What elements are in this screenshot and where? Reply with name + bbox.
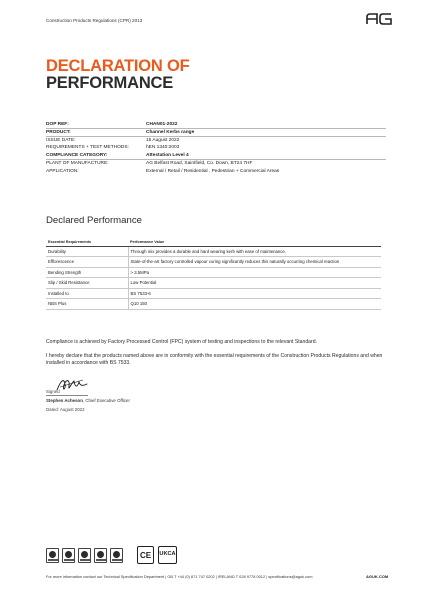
table-row <box>46 299 381 310</box>
table-row <box>46 267 381 278</box>
info-key: COMPLIANCE CATEGORY: <box>46 153 108 159</box>
info-row-issue-date <box>46 137 386 145</box>
signatory-person: Stephen Acheson <box>46 398 83 403</box>
info-value: hEN 1340:2003 <box>146 145 180 151</box>
table-header-row <box>46 238 381 246</box>
column-header-requirements: Essential Requirements <box>46 238 128 246</box>
requirement-cell: Efflorescence <box>46 257 128 268</box>
requirement-cell: Slip / Skid Resistance <box>46 278 128 289</box>
info-value: AG Belfast Road, Saintfield, Co. Down, BT24 7HF <box>146 160 253 166</box>
certification-badges <box>46 548 123 564</box>
requirement-cell: Installed to <box>46 288 128 299</box>
requirement-cell: Bending Strength <box>46 267 128 278</box>
product-info <box>46 121 386 176</box>
regulation-header: Construction Products Regulations (CPR) 2013 <box>46 18 143 23</box>
cert-badge-3-icon <box>78 548 91 563</box>
signature-line <box>46 395 88 396</box>
info-row-application <box>46 168 386 176</box>
info-value: 15 August 2022 <box>146 137 180 143</box>
column-header-value: Performance Value <box>128 238 381 246</box>
info-row-compliance <box>46 152 386 160</box>
declaration-statement: I hereby declare that the products named above are in conformity with the essential requirements of the Construction Products Regulations and when installed in accordance with BS 7533. <box>46 353 383 367</box>
ukca-line2: CA <box>167 551 176 558</box>
info-key: APPLICATION: <box>46 168 79 174</box>
info-key: REQUIREMENTS + TEST METHODS: <box>46 145 129 151</box>
info-key: PRODUCT: <box>46 129 71 135</box>
cert-badge-5-icon <box>110 548 123 563</box>
info-key: DOP REF: <box>46 122 69 127</box>
ce-mark: CE <box>137 546 154 564</box>
info-value: Attestation Level 4 <box>146 153 189 159</box>
info-key: PLANT OF MANUFACTURE: <box>46 160 109 166</box>
document-title-line2: PERFORMANCE <box>46 74 174 92</box>
declared-performance-heading: Declared Performance <box>46 215 142 226</box>
value-cell: > 3.5MPa <box>128 267 381 278</box>
cert-badge-2-icon <box>62 548 75 563</box>
footer-contact: For more information contact our Technical Specification Department | GB T +44 (0) 871 747 0202 | IRELAND T 028 9778 0012 | specifications@aguk.com <box>46 574 313 579</box>
signature-date: Dated: August 2022 <box>46 407 85 412</box>
compliance-statement: Compliance is achieved by Factory Processed Control (FPC) system of testing and inspections to the relevant Standard. <box>46 339 317 345</box>
ukca-mark <box>158 546 177 564</box>
info-row-dop-ref <box>46 121 386 129</box>
handwritten-signature <box>55 376 89 394</box>
table-row <box>46 288 381 299</box>
value-cell: BS 7533-6 <box>128 288 381 299</box>
signed-label: Signed <box>46 389 60 394</box>
info-row-product <box>46 129 386 137</box>
table-row <box>46 278 381 289</box>
value-cell: Low Potential <box>128 278 381 289</box>
info-row-requirements <box>46 144 386 152</box>
info-key: ISSUE DATE: <box>46 137 76 143</box>
requirement-cell: Durability <box>46 246 128 257</box>
value-cell: Q10 150 <box>128 299 381 310</box>
value-cell: State-of-the-art factory controlled vapour curing significantly reduces this naturally occurring chemical reaction <box>128 257 381 268</box>
signatory-role: , Chief Executive Officer <box>82 398 130 403</box>
value-cell: Through mix provides a durable and hard wearing kerb with ease of maintenance. <box>128 246 381 257</box>
info-row-plant <box>46 160 386 168</box>
info-value: External / Retail / Residential , Pedestrian + Commercial Areas <box>146 168 280 174</box>
ag-logo-icon <box>366 13 392 25</box>
cert-badge-1-icon <box>46 548 59 563</box>
document-title-line1: DECLARATION OF <box>46 57 190 75</box>
requirement-cell: NBS Plus <box>46 299 128 310</box>
table-row <box>46 257 381 268</box>
ukca-line1: UK <box>159 551 168 558</box>
cert-badge-4-icon <box>94 548 107 563</box>
footer-website-link[interactable]: AGUK.COM <box>366 574 389 579</box>
table-row <box>46 246 381 257</box>
info-value: Channel Kerbs range <box>146 129 195 135</box>
performance-table <box>46 238 381 310</box>
info-value: CHAN01-2022 <box>146 122 178 127</box>
signatory-name <box>46 398 130 403</box>
